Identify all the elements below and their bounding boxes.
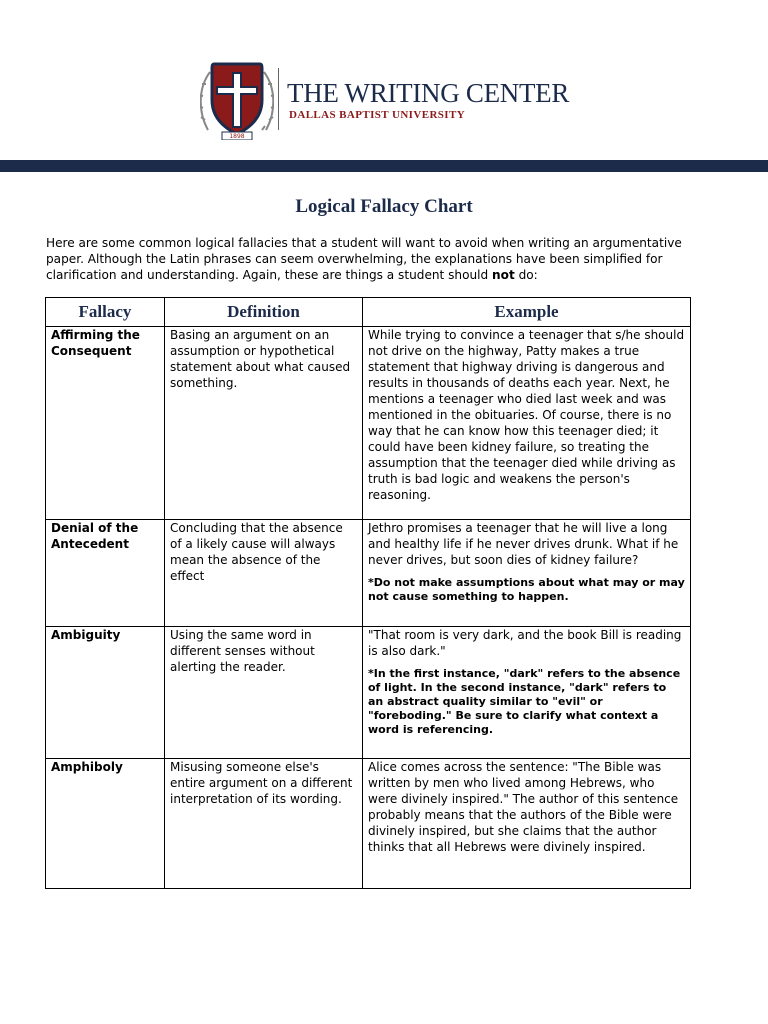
fallacy-definition: Using the same word in different senses without alerting the reader. [165, 627, 363, 759]
fallacy-definition: Concluding that the absence of a likely cause will always mean the absence of the effect [165, 520, 363, 627]
fallacy-table [45, 297, 691, 889]
fallacy-name: Ambiguity [46, 627, 165, 759]
fallacy-name: Amphiboly [46, 759, 165, 889]
table-header-row [46, 298, 691, 327]
table-row [46, 759, 691, 889]
brand-subtitle: DALLAS BAPTIST UNIVERSITY [289, 109, 466, 121]
fallacy-definition: Misusing someone else's entire argument on a different interpretation of its wording. [165, 759, 363, 889]
header-fallacy: Fallacy [46, 298, 165, 327]
writing-center-header [200, 60, 600, 140]
fallacy-name: Denial of the Antecedent [46, 520, 165, 627]
example-text: Alice comes across the sentence: "The Bible was written by men who lived among Hebrews, who were divinely inspired." The author of this sentence probably means that the authors of the Bible were divinely inspired, but she claims that the author thinks that all Hebrews were divinely inspired. [368, 760, 679, 854]
example-text: "That room is very dark, and the book Bill is reading is also dark." [368, 628, 682, 658]
example-note: *Do not make assumptions about what may or may not cause something to happen. [368, 576, 685, 603]
table-row [46, 327, 691, 520]
university-seal-icon [200, 60, 274, 140]
fallacy-example [363, 327, 691, 520]
brand-title: THE WRITING CENTER [287, 78, 570, 108]
intro-paragraph: Here are some common logical fallacies that a student will want to avoid when writing an argumentative paper. Although the Latin phrases can seem overwhelming, the explanations have been simplified for clarification and understanding. Again, these are things a student should not do: [46, 236, 682, 282]
fallacy-example [363, 520, 691, 627]
document-title: Logical Fallacy Chart [295, 196, 473, 217]
fallacy-name: Affirming the Consequent [46, 327, 165, 520]
fallacy-example [363, 759, 691, 889]
header-divider [278, 68, 279, 130]
fallacy-definition: Basing an argument on an assumption or hypothetical statement about what caused something. [165, 327, 363, 520]
seal-year: 1898 [229, 133, 245, 140]
example-text: While trying to convince a teenager that s/he should not drive on the highway, Patty makes a true statement that highway driving is dangerous and results in thousands of deaths each year. Next, he mentions a teenager who died last week and was mentioned in the obituaries. Of course, there is no way that he can know how this teenager died; it could have been kidney failure, so treating the assumption that the teenager died while driving as truth is bad logic and weakens the person's reasoning. [368, 328, 685, 502]
header-example: Example [363, 298, 691, 327]
fallacy-example [363, 627, 691, 759]
header-definition: Definition [165, 298, 363, 327]
header-bar [0, 160, 768, 172]
example-note: *In the first instance, "dark" refers to the absence of light. In the second instance, "dark" refers to an abstract quality similar to "evil" or "foreboding." Be sure to clarify what context a word is referencing. [368, 667, 681, 736]
table-row [46, 520, 691, 627]
table-row [46, 627, 691, 759]
example-text: Jethro promises a teenager that he will live a long and healthy life if he never drives drunk. What if he never drives, but soon dies of kidney failure? [368, 521, 679, 567]
